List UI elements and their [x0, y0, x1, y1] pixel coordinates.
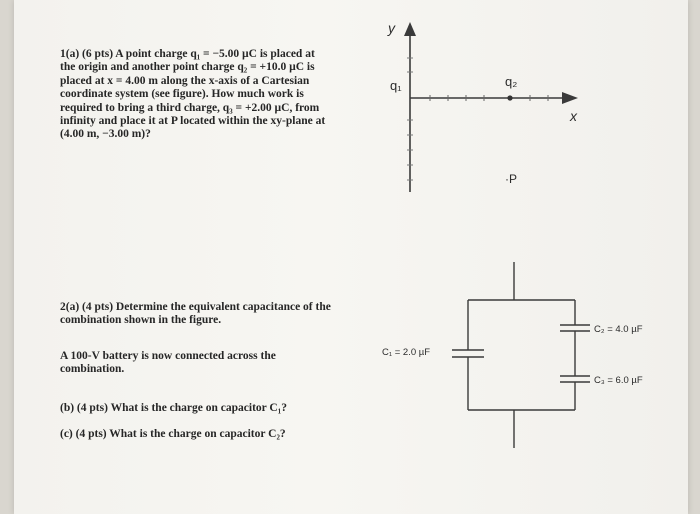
- point-p-label: ·P: [505, 172, 517, 186]
- battery-line: A 100-V battery is now connected across the: [60, 350, 276, 362]
- y-axis-label: y: [388, 20, 395, 36]
- question-2c-line: (c) (4 pts) What is the charge on capacitor C₂?: [60, 428, 286, 440]
- question-1-line: placed at x = 4.00 m along the x-axis of a Cartesian: [60, 74, 310, 87]
- capacitor-figure: [452, 262, 590, 448]
- c1-label: C₁ = 2.0 µF: [382, 347, 431, 358]
- question-1-line: infinity and place it at P located within the xy-plane at: [60, 115, 326, 128]
- x-axis-arrow: [562, 92, 578, 104]
- q2-label: q₂: [505, 74, 518, 89]
- battery-line: combination.: [60, 363, 125, 376]
- question-2a-line: 2(a) (4 pts) Determine the equivalent capacitance of the: [60, 301, 331, 313]
- q1-label: q₁: [390, 78, 402, 93]
- question-2b-line: (b) (4 pts) What is the charge on capacitor C₁?: [60, 402, 287, 414]
- question-1-line: (4.00 m, −3.00 m)?: [60, 128, 151, 141]
- question-1-line: coordinate system (see figure). How much work is: [60, 88, 304, 101]
- q2-charge-dot: [507, 95, 512, 100]
- y-axis-arrow: [404, 22, 416, 36]
- question-1-line: required to bring a third charge, q₃ = +2.00 µC, from: [60, 101, 320, 114]
- c3-label: C₃ = 6.0 µF: [594, 375, 643, 386]
- c2-label: C₂ = 4.0 µF: [594, 324, 643, 335]
- question-1-line: 1(a) (6 pts) A point charge q₁ = −5.00 µC is placed at: [60, 48, 315, 60]
- question-1-line: the origin and another point charge q₂ = +10.0 µC is: [60, 61, 315, 74]
- x-axis-label: x: [570, 108, 577, 124]
- coordinate-figure: [404, 22, 578, 192]
- question-2a-line: combination shown in the figure.: [60, 314, 222, 327]
